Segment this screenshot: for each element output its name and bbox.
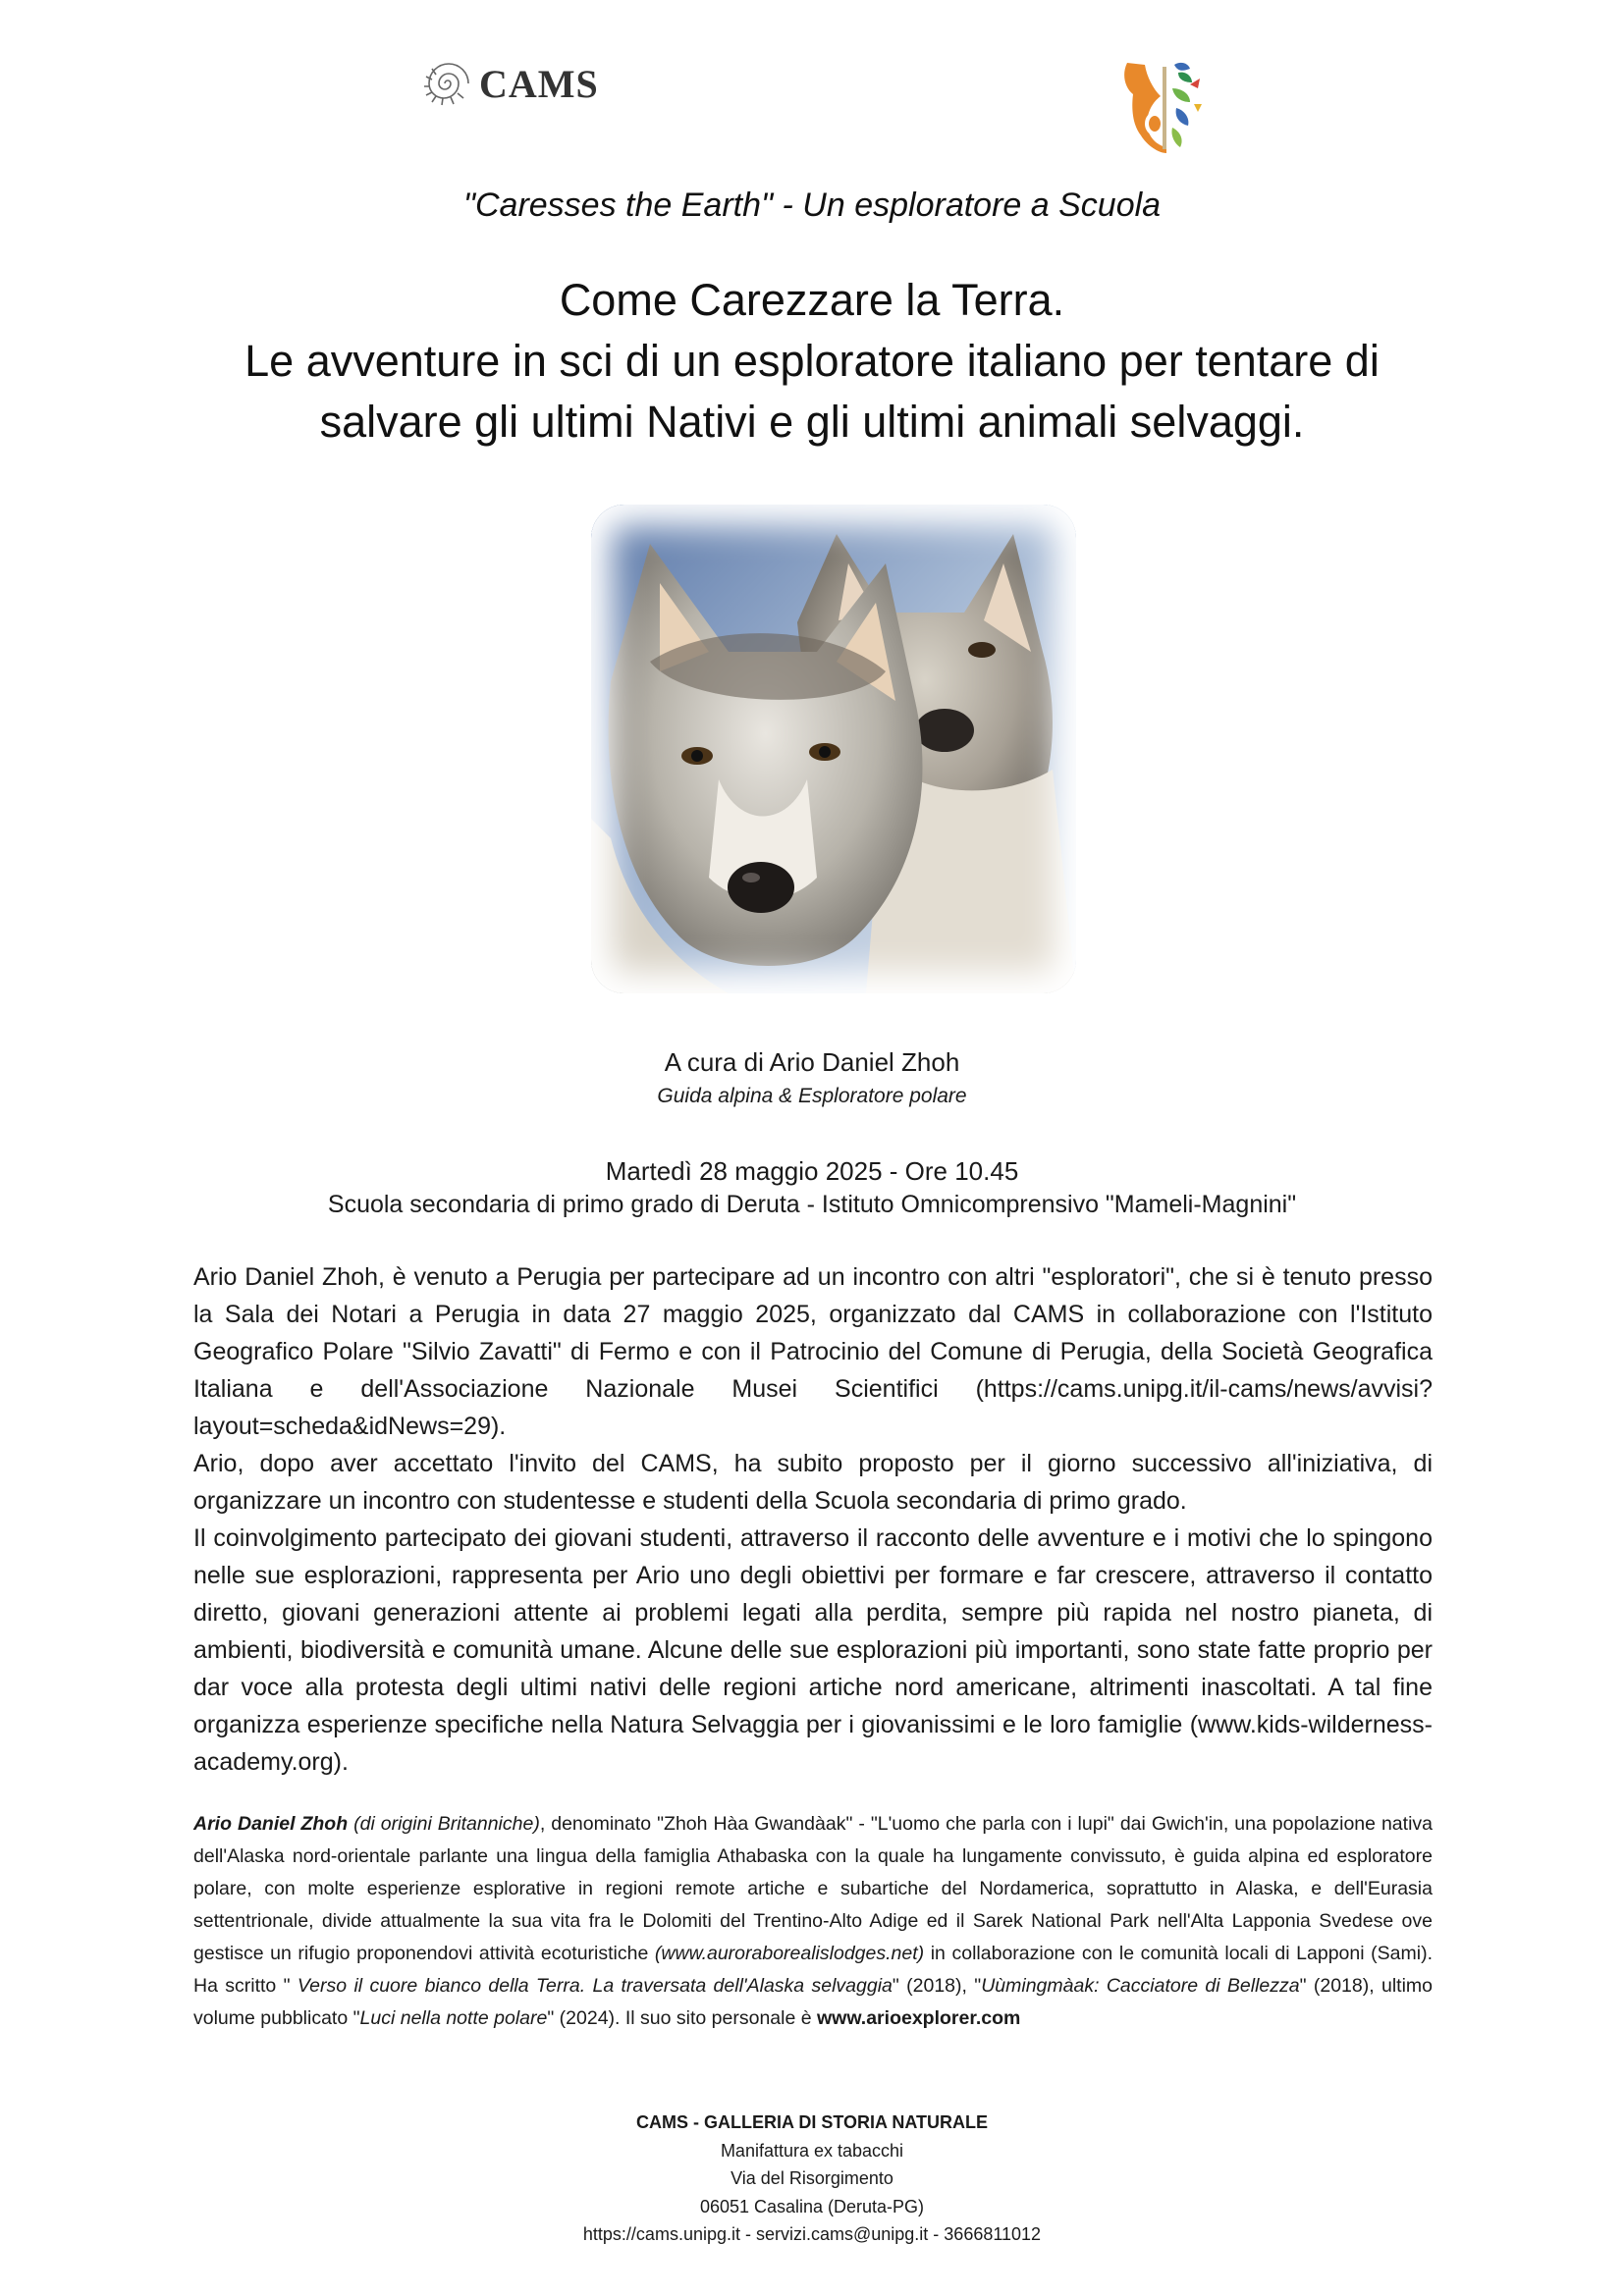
ammonite-icon [414, 59, 475, 108]
bio-website-link[interactable]: (www.auroraborealislodges.net) [654, 1943, 925, 1964]
footer-org-name: CAMS - GALLERIA DI STORIA NATURALE [636, 2112, 988, 2132]
cams-logo [414, 57, 599, 110]
bio-name: Ario Daniel Zhoh [193, 1813, 349, 1835]
bio-book-title: Verso il cuore bianco della Terra. La traversata dell'Alaska selvaggia [297, 1975, 893, 1997]
article-body [193, 1258, 1433, 1781]
bio-text: " (2018), " [892, 1975, 982, 1997]
footer-contacts[interactable]: https://cams.unipg.it - servizi.cams@unipg.it - 3666811012 [582, 2224, 1042, 2244]
body-paragraph: Ario, dopo aver accettato l'invito del CAMS, ha subito proposto per il giorno successivo all'iniziativa, di organizzare un incontro con studentesse e studenti della Scuola secondaria di primo grado. [193, 1450, 1433, 1515]
event-subtitle: "Caresses the Earth" - Un esploratore a Scuola [462, 187, 1162, 224]
footer-address-line: Manifattura ex tabacchi [720, 2140, 904, 2161]
event-date: Martedì 28 maggio 2025 - Ore 10.45 [605, 1156, 1019, 1186]
page-title [118, 270, 1506, 453]
title-line: salvare gli ultimi Nativi e gli ultimi animali selvaggi. [319, 397, 1305, 447]
bio-text: " (2018), ultimo volume pubblicato " [193, 1975, 1434, 2029]
bio-book-title: Uùmingmàak: Cacciatore di Bellezza [981, 1975, 1300, 1997]
bio-text: in collaborazione con le comunità locali di Lapponi (Sami). Ha scritto " [193, 1943, 1433, 1997]
wolves-illustration [591, 505, 1076, 993]
school-logo [1117, 55, 1208, 155]
wolves-photo [591, 505, 1076, 993]
body-paragraph: Ario Daniel Zhoh, è venuto a Perugia per partecipare ad un incontro con altri "esploratori", che si è tenuto presso la Sala dei Notari a Perugia in data 27 maggio 2025, organizzato dal CAMS in collaborazione con l'Istituto Geografico Polare "Silvio Zavatti" di Fermo e con il Patrocinio del Comune di Perugia, della Società Geografica Italiana e dell'Associazione Nazionale Musei Scientifici (https://cams.unipg.it/il-cams/news/avvisi?layout=scheda&idNews=29). [193, 1263, 1433, 1440]
title-line: Le avventure in sci di un esploratore italiano per tentare di [244, 336, 1380, 386]
body-paragraph: Il coinvolgimento partecipato dei giovani studenti, attraverso il racconto delle avventure e i motivi che lo spingono nelle sue esplorazioni, rappresenta per Ario uno degli obiettivi per formare e far crescere, attraverso il contatto diretto, giovani generazioni attente ai problemi legati alla perdita, sempre più rapida nel nostro pianeta, di ambienti, biodiversità e comunità umane. Alcune delle sue esplorazioni più importanti, sono state fatte proprio per dar voce alla protesta degli ultimi nativi delle regioni artiche nord americane, altrimenti inascoltati. A tal fine organizza esperienze specifiche nella Natura Selvaggia per i giovanissimi e le loro famiglie (www.kids-wilderness-academy.org). [193, 1524, 1433, 1776]
footer-address-line: 06051 Casalina (Deruta-PG) [699, 2196, 925, 2216]
event-place: Scuola secondaria di primo grado di Deruta - Istituto Omnicomprensivo "Mameli-Magnini" [327, 1191, 1297, 1218]
cams-logo-text: CAMS [479, 61, 599, 106]
author-bio [193, 1808, 1433, 2035]
bio-text: " (2024). Il suo sito personale è [547, 2007, 818, 2029]
bio-origin: (di origini Britanniche) [348, 1813, 540, 1835]
footer [0, 2109, 1624, 2249]
title-line: Come Carezzare la Terra. [559, 275, 1065, 325]
bio-book-title: Luci nella notte polare [359, 2007, 548, 2029]
footer-address-line: Via del Risorgimento [731, 2168, 893, 2188]
personal-site-link[interactable]: www.arioexplorer.com [817, 2007, 1021, 2029]
author-role: Guida alpina & Esploratore polare [657, 1085, 967, 1107]
author-credit: A cura di Ario Daniel Zhoh [664, 1047, 960, 1077]
bio-text: , denominato "Zhoh Hàa Gwandàak" - "L'uomo che parla con i lupi" dai Gwich'in, una popolazione nativa dell'Alaska nord-orientale parlante una lingua della famiglia Athabaska con la quale ha lungamente convissuto, è guida alpina ed esploratore polare, con molte esperienze esplorative in regioni remote artiche e subartiche del Nordamerica, soprattutto in Alaska, e dell'Eurasia settentrionale, divide attualmente la sua vita fra le Dolomiti del Trentino-Alto Adige ed il Sarek National Park nell'Alta Lapponia Svedese ove gestisce un rifugio proponendovi attività ecoturistiche [193, 1813, 1433, 1964]
